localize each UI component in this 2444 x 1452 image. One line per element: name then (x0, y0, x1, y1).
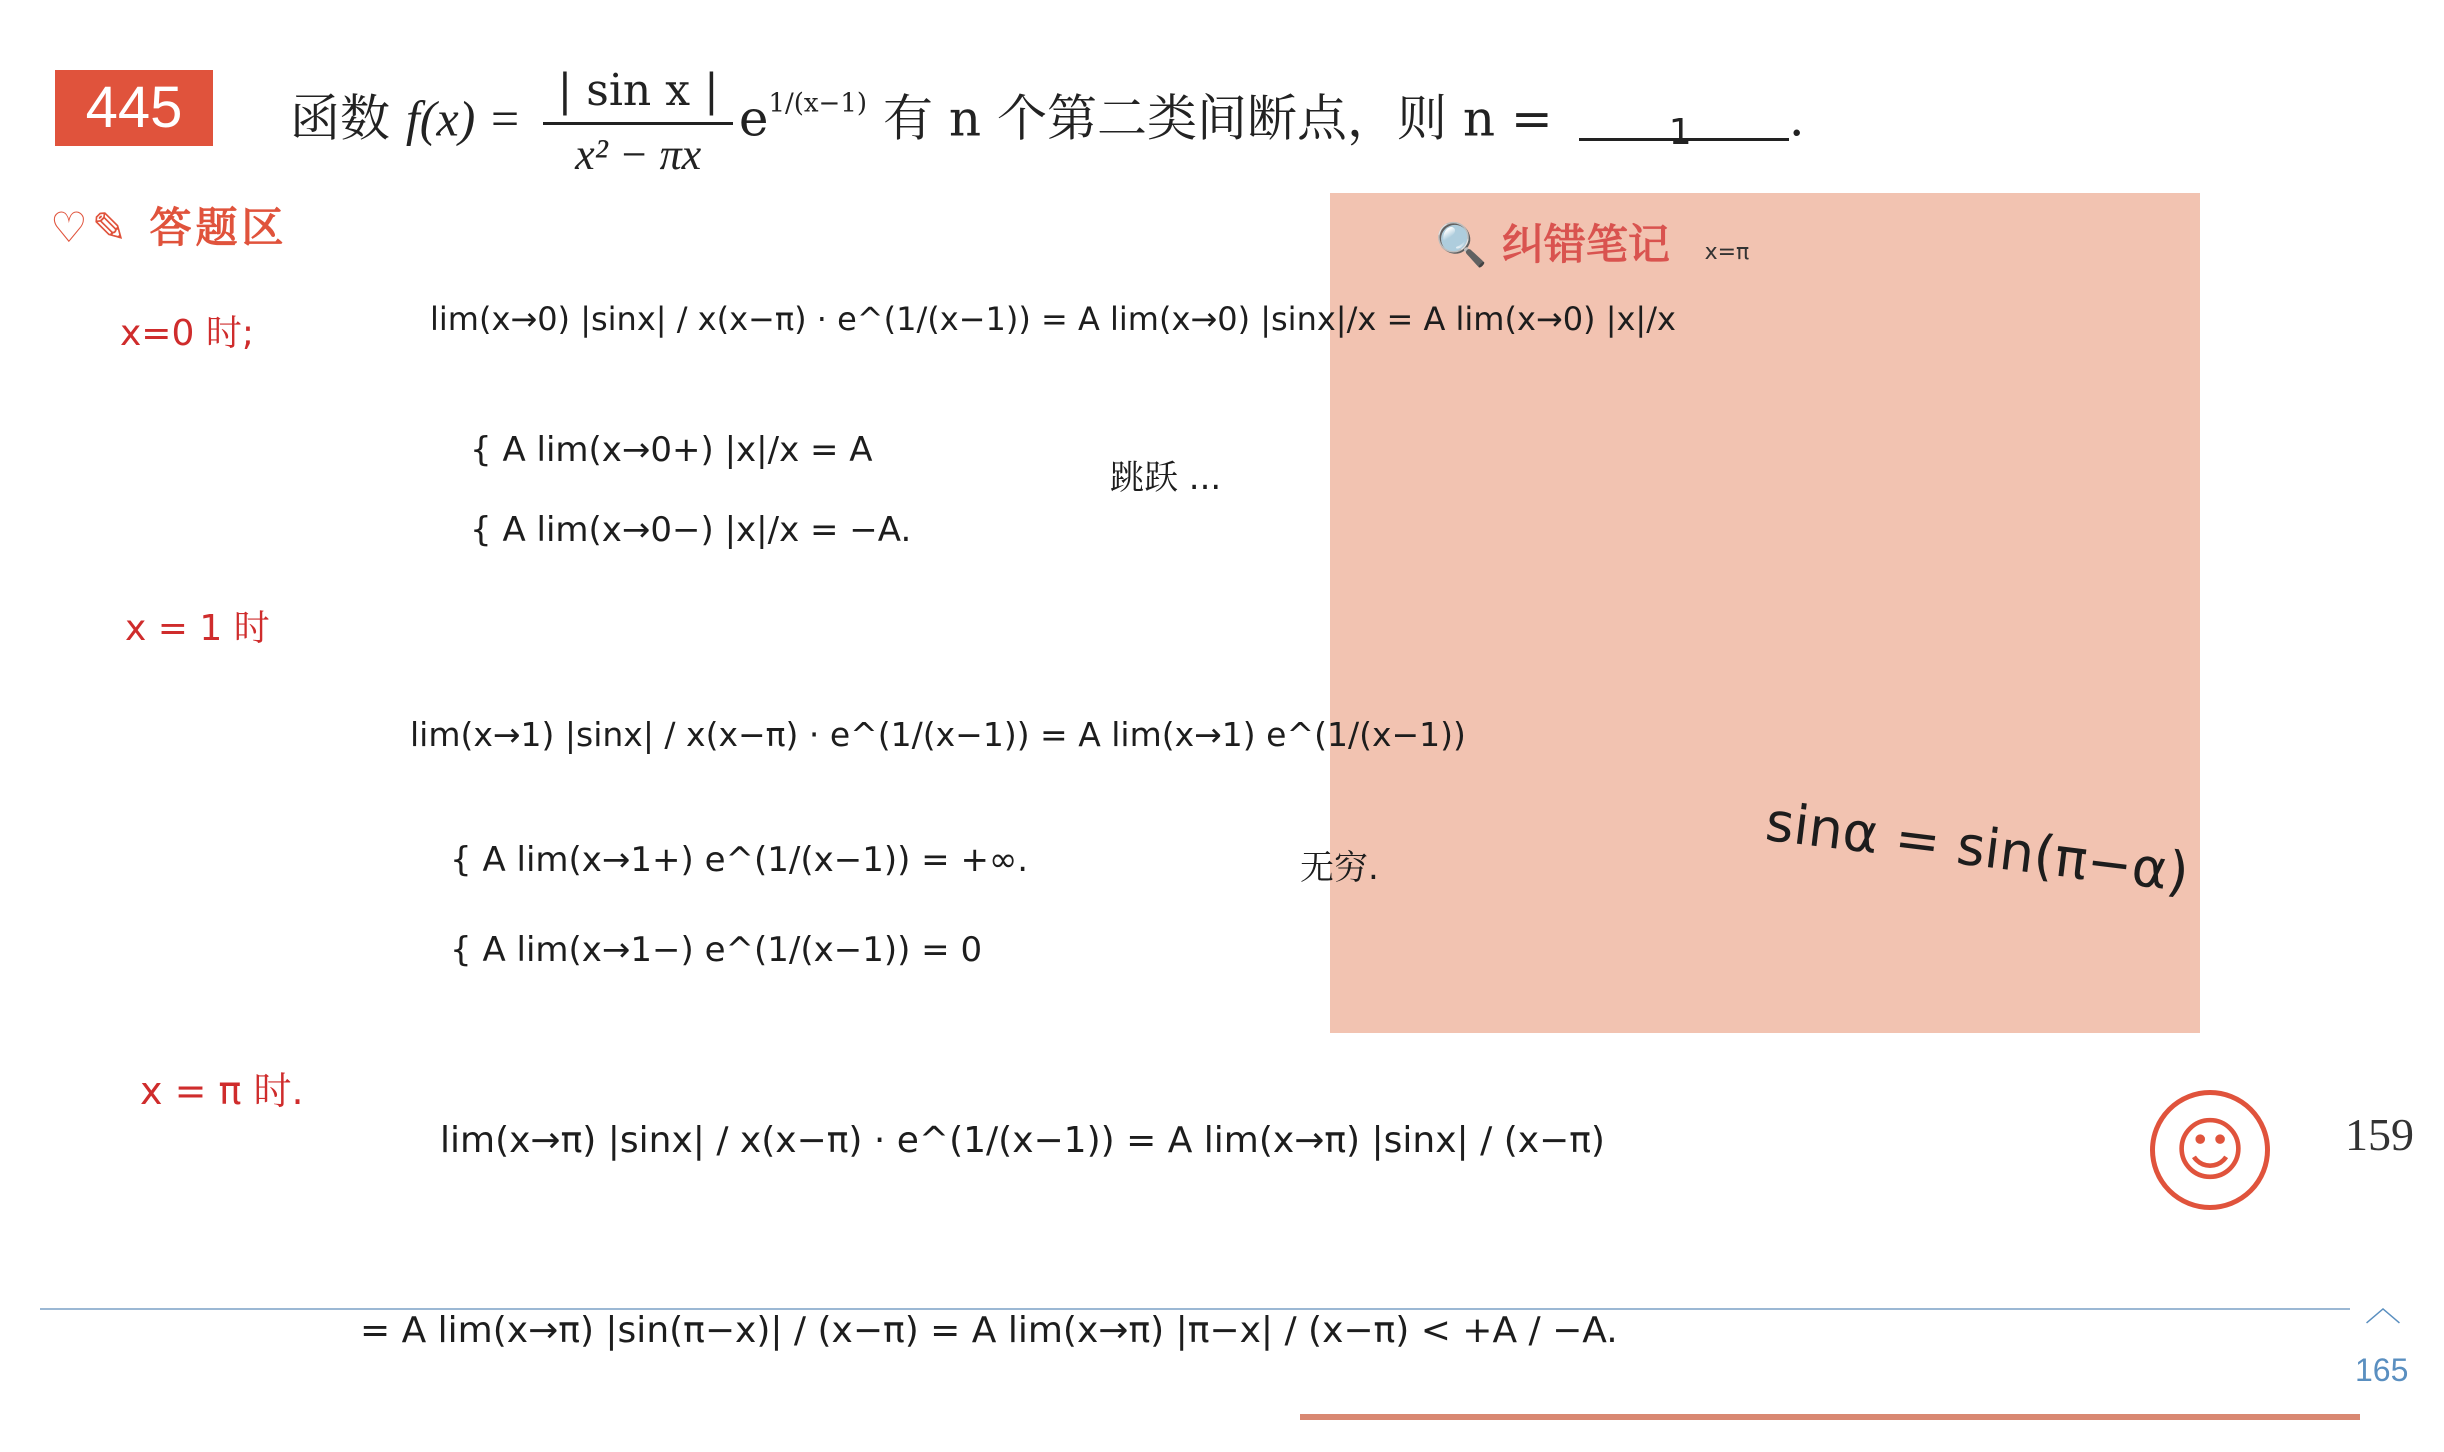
answer-zone-label (50, 195, 287, 255)
case2-line2: { A lim(x→1+) e^(1/(x−1)) = +∞. (450, 840, 1029, 880)
page-number: 159 (2345, 1109, 2414, 1160)
problem-suffix: 有 n 个第二类间断点，则 n = (882, 89, 1553, 148)
case2-label: x = 1 时 (125, 608, 270, 649)
scroll-up-icon[interactable]: ︿ (2365, 1288, 2402, 1329)
case1-line2: { A lim(x→0+) |x|/x = A (470, 430, 873, 470)
problem-func: f(x) = (405, 90, 522, 147)
magnifier-icon: 🔍 (1435, 220, 1488, 269)
case2-note: 无穷. (1300, 848, 1379, 888)
case1-label: x=0 时; (120, 313, 254, 354)
case3-line1: lim(x→π) |sinx| / x(x−π) · e^(1/(x−1)) = A lim(x→π) |sinx| / (x−π) (440, 1120, 1605, 1161)
case1-line3: { A lim(x→0−) |x|/x = −A. (470, 510, 912, 550)
correction-label: 纠错笔记 (1501, 220, 1670, 269)
scroll-divider (40, 1308, 2350, 1310)
identity-note: sinα = sin(π−α) (1762, 790, 2193, 905)
pad-note: x=π (1704, 240, 1750, 265)
case2-line1: lim(x→1) |sinx| / x(x−π) · e^(1/(x−1)) = A lim(x→1) e^(1/(x−1)) (410, 715, 1466, 754)
problem-fraction (543, 60, 732, 185)
answer-value: 1 (1668, 111, 1692, 153)
problem-end: . (1788, 89, 1805, 148)
answer-blank (1579, 98, 1789, 153)
answer-zone-text: 答题区 (149, 203, 288, 252)
problem-numerator: | sin x | (543, 60, 732, 125)
heart-pencil-icon: ♡✎ (50, 203, 131, 252)
case3-label: x = π 时. (140, 1069, 304, 1113)
smiley-icon: ☺ (2150, 1090, 2270, 1210)
correction-title (1435, 212, 1749, 272)
case3-line2: = A lim(x→π) |sin(π−x)| / (x−π) = A lim(x→π) |π−x| / (x−π) < +A / −A. (360, 1310, 1618, 1351)
problem-prefix: 函数 (290, 89, 390, 148)
problem-exponent: 1/(x−1) (768, 88, 868, 119)
problem-number-badge: 445 (55, 70, 213, 146)
side-page-number: 165 (2355, 1352, 2409, 1388)
case2-line3: { A lim(x→1−) e^(1/(x−1)) = 0 (450, 930, 983, 970)
case1-note: 跳跃 ... (1110, 458, 1222, 498)
problem-exp-base: e (738, 89, 769, 148)
problem-denominator: x² − πx (575, 130, 702, 179)
bottom-rule (1300, 1414, 2360, 1420)
problem-statement (290, 60, 1805, 185)
case1-line1: lim(x→0) |sinx| / x(x−π) · e^(1/(x−1)) = A lim(x→0) |sinx|/x = A lim(x→0) |x|/x (430, 300, 1676, 338)
